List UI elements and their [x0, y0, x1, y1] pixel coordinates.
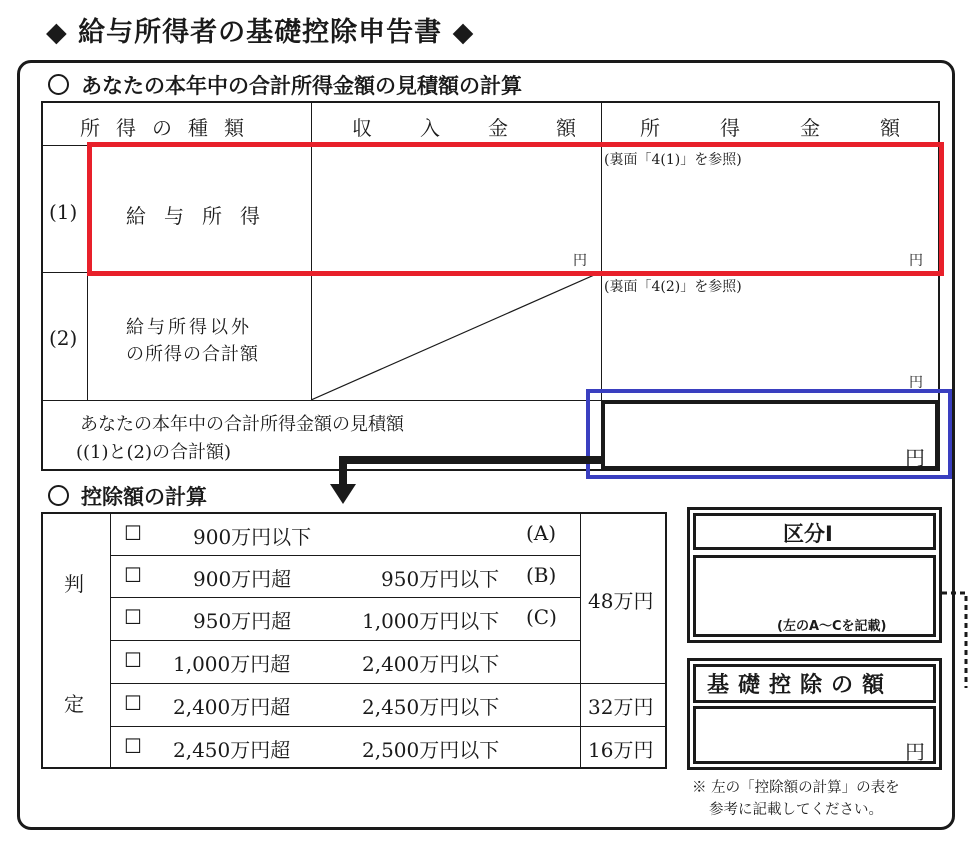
income-section-heading — [48, 70, 522, 100]
salary-income-label: 給与所得 — [126, 204, 278, 228]
category-title: 区分Ⅰ — [783, 522, 833, 546]
table-rule — [110, 597, 580, 598]
row-number: (1) — [49, 200, 78, 224]
checkbox-icon[interactable]: ☐ — [124, 648, 142, 672]
income-section-heading-text: あなたの本年中の合計所得金額の見積額の計算 — [81, 74, 522, 98]
range-from: 2,450万円超 — [173, 738, 291, 762]
checkbox-icon[interactable]: ☐ — [124, 521, 142, 545]
table-rule — [110, 726, 667, 727]
yen-unit: 円 — [909, 375, 923, 391]
arrow-down-icon — [330, 448, 610, 508]
range-from: 900万円超 — [193, 567, 292, 591]
row-number: (2) — [49, 326, 78, 350]
range-to: 950万円以下 — [381, 567, 500, 591]
header-income-type: 所得の種類 — [80, 116, 260, 140]
not-applicable-diagonal — [311, 272, 601, 400]
range-from: 1,000万円超 — [173, 652, 291, 676]
yen-unit: 円 — [909, 253, 923, 269]
header-income-amount: 所得金額 — [640, 116, 960, 140]
blue-highlight-box — [586, 389, 952, 479]
category-note: (左のA～Cを記載) — [777, 619, 887, 634]
reference-note: (裏面「4(2)」を参照) — [604, 279, 742, 295]
basic-deduction-input[interactable] — [693, 706, 936, 764]
deduction-amount: 32万円 — [588, 695, 654, 719]
dotted-connector — [942, 588, 970, 688]
range-to: 2,450万円以下 — [362, 695, 500, 719]
range-code: (B) — [526, 563, 557, 587]
deduction-section-heading-text: 控除額の計算 — [81, 485, 207, 509]
total-label-sub: ((1)と(2)の合計額) — [76, 442, 232, 463]
footnote: 参考に記載してください。 — [709, 802, 883, 818]
range-from: 950万円超 — [193, 609, 292, 633]
total-label: あなたの本年中の合計所得金額の見積額 — [80, 414, 404, 435]
table-rule — [110, 555, 580, 556]
range-to: 2,400万円以下 — [362, 652, 500, 676]
judge-label: 定 — [64, 692, 84, 716]
circle-bullet-icon — [48, 74, 69, 95]
range-code: (C) — [526, 605, 557, 629]
yen-unit: 円 — [905, 740, 925, 764]
deduction-amount: 48万円 — [588, 589, 654, 613]
checkbox-icon[interactable]: ☐ — [124, 605, 142, 629]
judge-label: 判 — [64, 572, 84, 596]
table-rule — [110, 683, 667, 684]
basic-deduction-title: 基礎控除の額 — [707, 673, 894, 698]
table-rule — [580, 512, 581, 769]
range-from: 2,400万円超 — [173, 695, 291, 719]
yen-unit: 円 — [573, 253, 587, 269]
form-title: ◆ 給与所得者の基礎控除申告書 ◆ — [46, 17, 475, 48]
deduction-amount: 16万円 — [588, 738, 654, 762]
footnote: ※ 左の「控除額の計算」の表を — [692, 780, 900, 796]
checkbox-icon[interactable]: ☐ — [124, 734, 142, 758]
range-from: 900万円以下 — [193, 525, 312, 549]
other-income-label: 給与所得以外 — [126, 317, 252, 338]
table-rule — [110, 640, 580, 641]
checkbox-icon[interactable]: ☐ — [124, 563, 142, 587]
deduction-section-heading — [48, 481, 207, 511]
yen-unit: 円 — [905, 446, 925, 470]
range-code: (A) — [526, 521, 557, 545]
header-revenue: 収入金額 — [352, 116, 624, 140]
range-to: 1,000万円以下 — [362, 609, 500, 633]
red-highlight-box — [87, 142, 944, 276]
other-income-label: の所得の合計額 — [126, 344, 259, 365]
range-to: 2,500万円以下 — [362, 738, 500, 762]
circle-bullet-icon — [48, 485, 69, 506]
table-rule — [41, 400, 601, 401]
reference-note: (裏面「4(1)」を参照) — [604, 152, 742, 168]
checkbox-icon[interactable]: ☐ — [124, 691, 142, 715]
